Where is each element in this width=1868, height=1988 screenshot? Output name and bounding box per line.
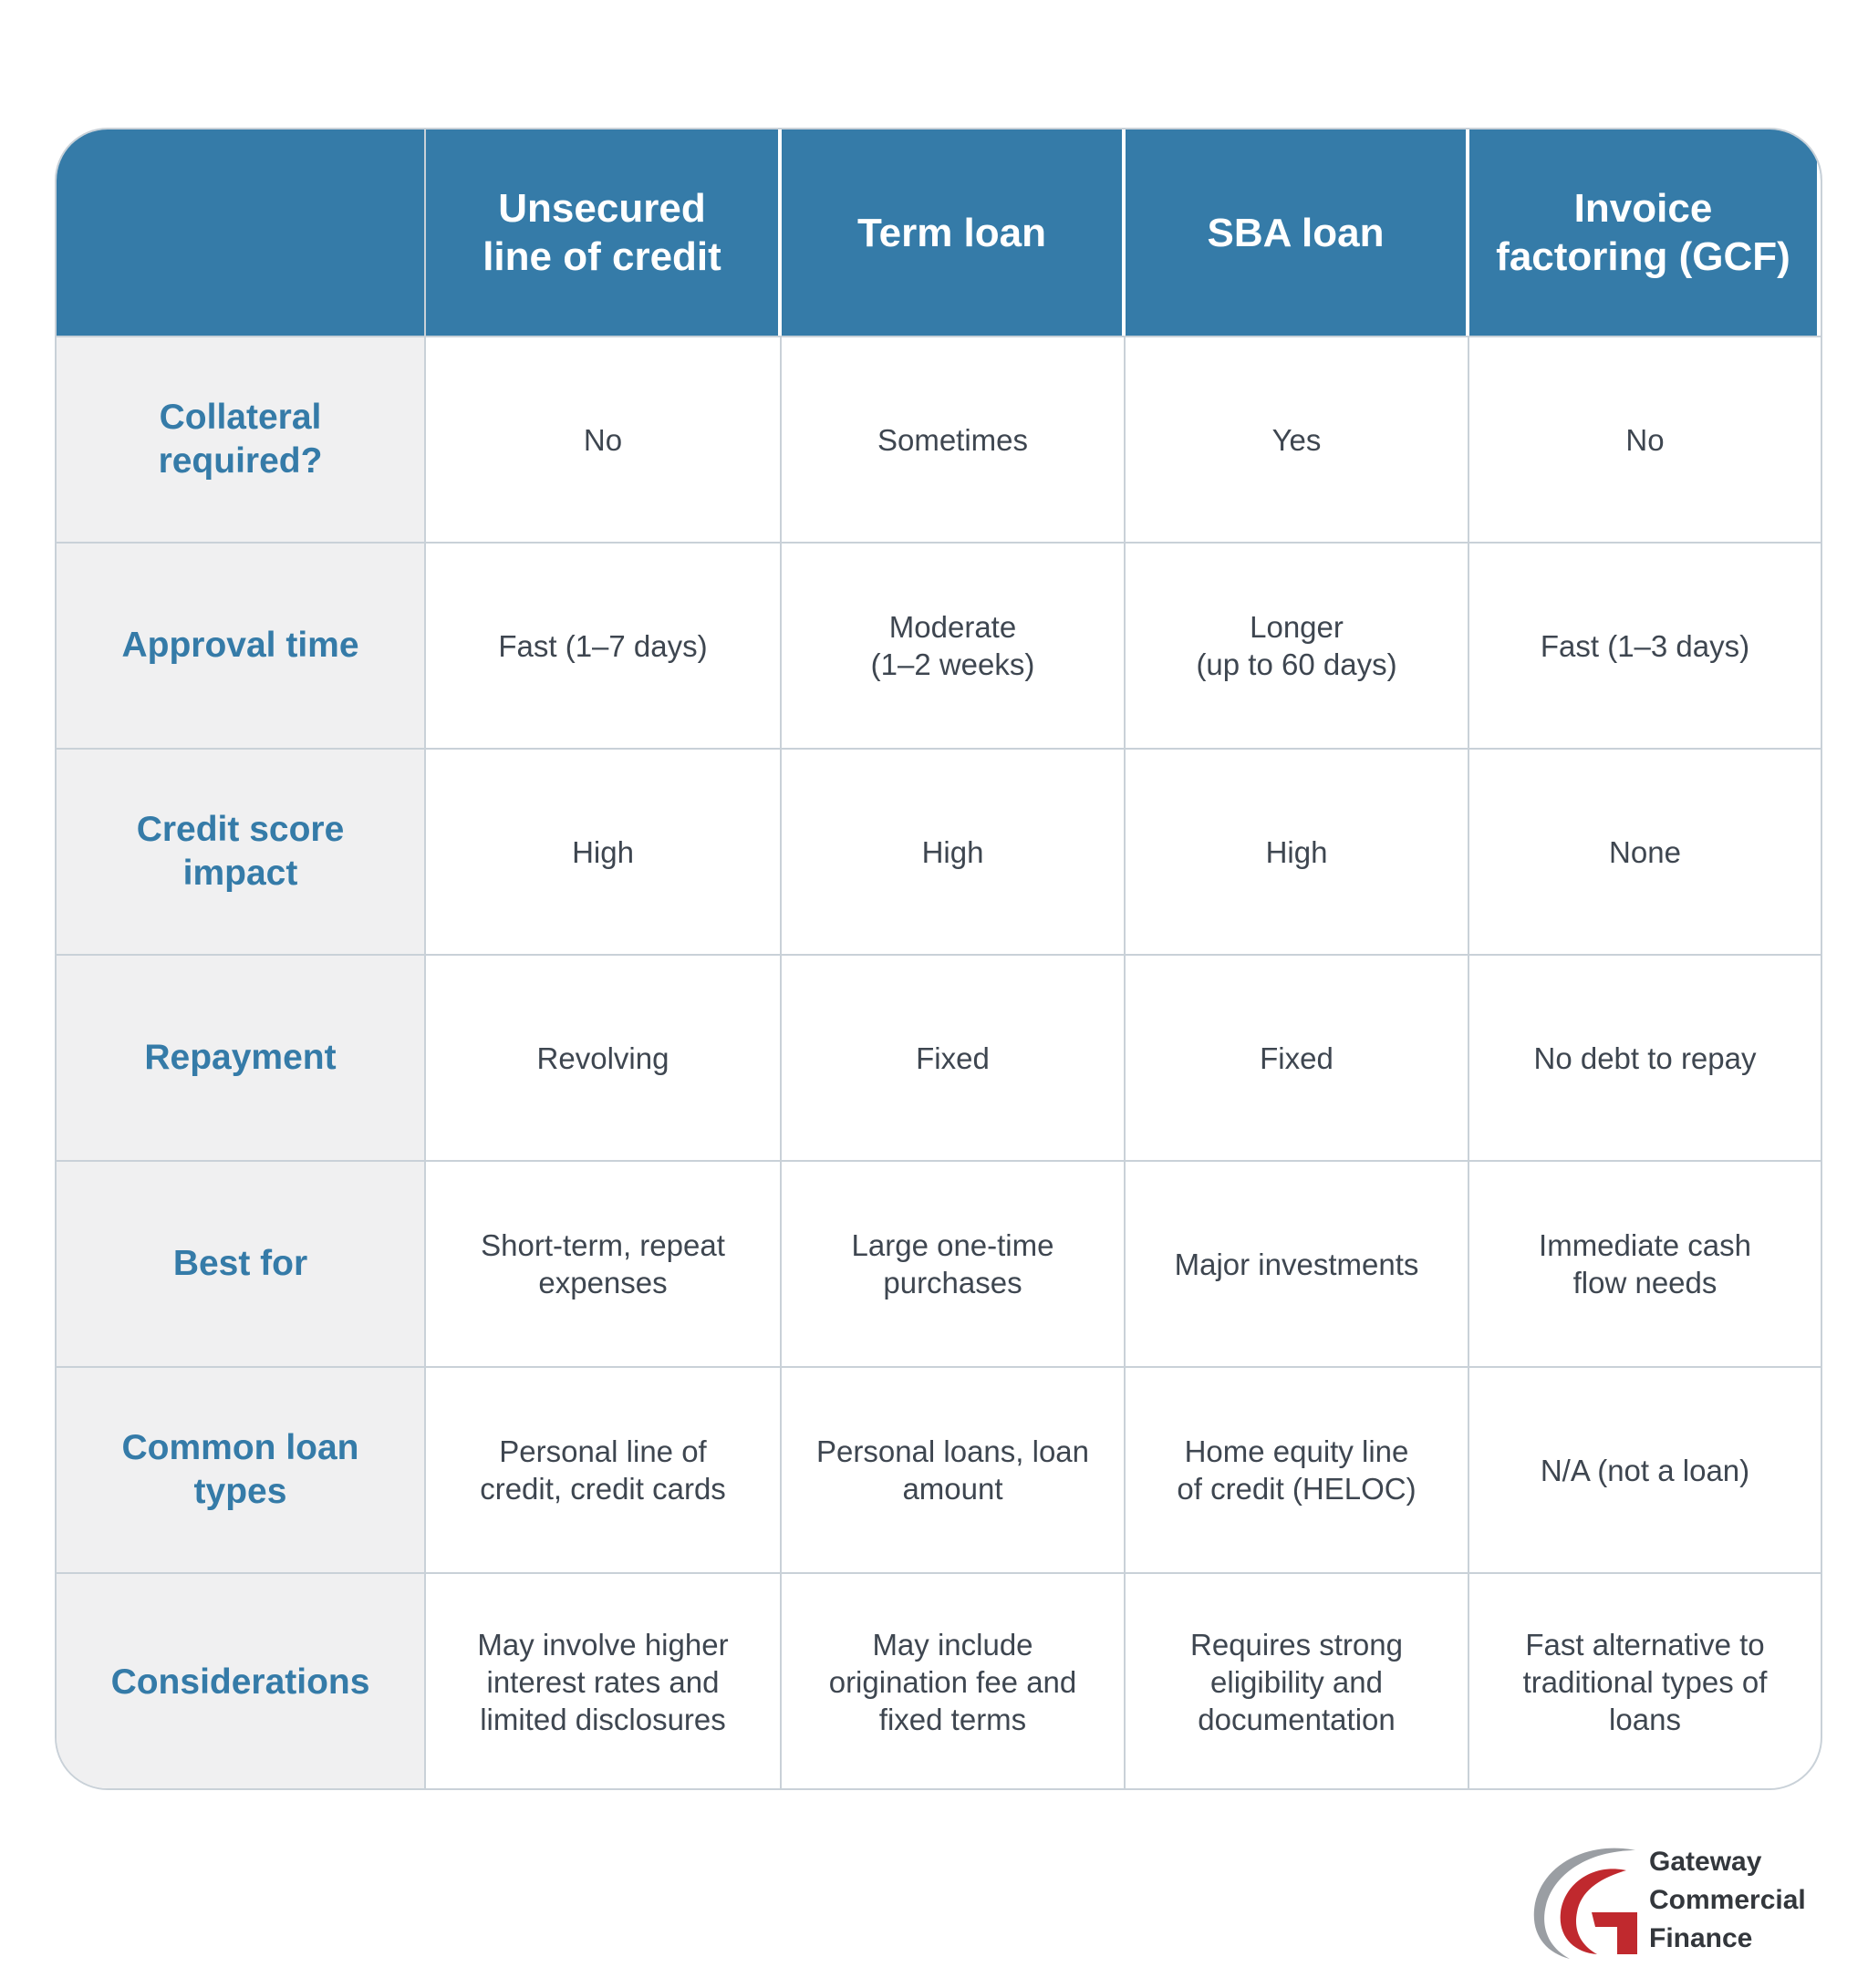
row-label-credit-score-impact: Credit score impact: [57, 748, 426, 954]
header-unsecured-line-of-credit: Unsecured line of credit: [426, 129, 782, 336]
row-label-common-loan-types: Common loan types: [57, 1366, 426, 1572]
row-label-best-for: Best for: [57, 1160, 426, 1366]
table-cell: None: [1469, 748, 1821, 954]
header-invoice-factoring: Invoice factoring (GCF): [1469, 129, 1821, 336]
table-cell: Large one-time purchases: [782, 1160, 1126, 1366]
comparison-table: [55, 128, 1822, 1790]
table-cell: Moderate (1–2 weeks): [782, 542, 1126, 748]
table-cell: No: [1469, 336, 1821, 542]
gateway-logo: [1528, 1838, 1820, 1961]
table-cell: Personal loans, loan amount: [782, 1366, 1126, 1572]
table-cell: Fast alternative to traditional types of loans: [1469, 1572, 1821, 1790]
logo-line-finance: Finance: [1649, 1923, 1753, 1953]
table-cell: Fast (1–7 days): [426, 542, 782, 748]
table-cell: Revolving: [426, 954, 782, 1160]
table-cell: Longer (up to 60 days): [1126, 542, 1469, 748]
row-label-collateral: Collateral required?: [57, 336, 426, 542]
table-cell: May involve higher interest rates and limited disclosures: [426, 1572, 782, 1790]
table-cell: High: [1126, 748, 1469, 954]
table-cell: Fixed: [1126, 954, 1469, 1160]
table-cell: Major investments: [1126, 1160, 1469, 1366]
table-cell: Yes: [1126, 336, 1469, 542]
table-cell: Immediate cash flow needs: [1469, 1160, 1821, 1366]
gateway-logo-text: [1649, 1843, 1806, 1958]
table-cell: May include origination fee and fixed terms: [782, 1572, 1126, 1790]
gateway-g-icon: [1528, 1838, 1646, 1961]
table-cell: Sometimes: [782, 336, 1126, 542]
row-label-approval-time: Approval time: [57, 542, 426, 748]
logo-line-gateway: Gateway: [1649, 1847, 1762, 1877]
row-label-considerations: Considerations: [57, 1572, 426, 1790]
table-cell: High: [782, 748, 1126, 954]
table-cell: High: [426, 748, 782, 954]
table-cell: Fast (1–3 days): [1469, 542, 1821, 748]
header-term-loan: Term loan: [782, 129, 1126, 336]
table-cell: N/A (not a loan): [1469, 1366, 1821, 1572]
comparison-grid: [57, 129, 1821, 1788]
table-cell: No: [426, 336, 782, 542]
header-corner-cell: [57, 129, 426, 336]
table-cell: Short-term, repeat expenses: [426, 1160, 782, 1366]
table-cell: No debt to repay: [1469, 954, 1821, 1160]
table-cell: Personal line of credit, credit cards: [426, 1366, 782, 1572]
header-sba-loan: SBA loan: [1126, 129, 1469, 336]
logo-line-commercial: Commercial: [1649, 1885, 1806, 1915]
table-cell: Requires strong eligibility and documentation: [1126, 1572, 1469, 1790]
row-label-repayment: Repayment: [57, 954, 426, 1160]
table-cell: Fixed: [782, 954, 1126, 1160]
table-cell: Home equity line of credit (HELOC): [1126, 1366, 1469, 1572]
